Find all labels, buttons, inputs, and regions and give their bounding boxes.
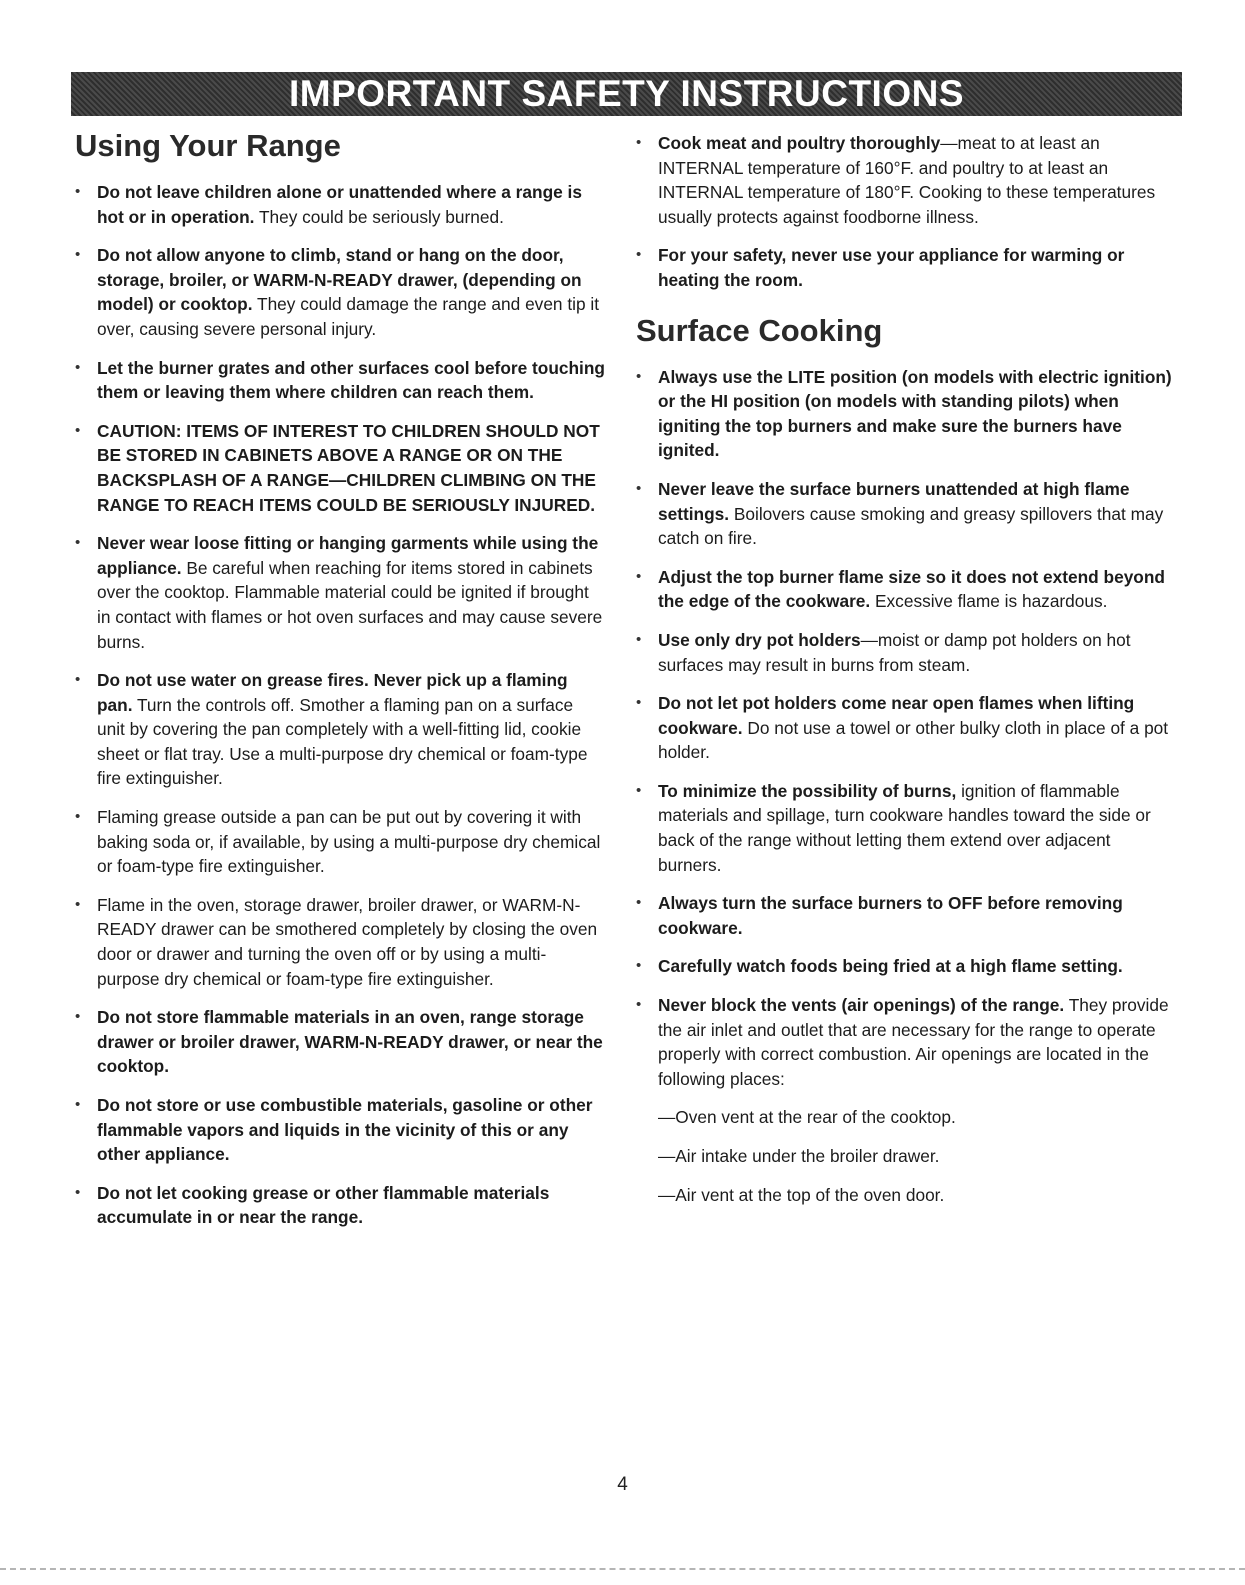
bullet-icon: • [75, 534, 81, 552]
bullet-icon: • [636, 781, 642, 799]
page-number: 4 [617, 1474, 628, 1495]
list-item: • Do not allow anyone to climb, stand or hang on the door, storage, broiler, or WARM-N-READY drawer, (depending on model) or cooktop. They could damage the range and even tip it over, causing severe personal injury. [75, 245, 600, 339]
bullet-icon: • [636, 996, 642, 1014]
page-title: IMPORTANT SAFETY INSTRUCTIONS [288, 73, 965, 114]
bullet-icon: • [75, 358, 81, 376]
list-item: • Do not let pot holders come near open flames when lifting cookware. Do not use a towel or other bulky cloth in place of a pot holder. [636, 693, 1169, 763]
list-item: • Do not store or use combustible materials, gasoline or other flammable vapors and liquids in the vicinity of this or any other appliance. [75, 1095, 593, 1165]
bullet-icon: • [636, 246, 642, 264]
list-item: • CAUTION: ITEMS OF INTEREST TO CHILDREN SHOULD NOT BE STORED IN CABINETS ABOVE A RANGE OR ON THE BACKSPLASH OF A RANGE—CHILDREN CLIMBING ON THE RANGE TO REACH ITEMS COULD BE SERIOUSLY INJURED. [75, 420, 600, 515]
list-item: • Never leave the surface burners unattended at high flame settings. Boilovers cause smoking and greasy spillovers that may catch on fire. [636, 478, 1164, 549]
list-item: • Never wear loose fitting or hanging garments while using the appliance. Be careful when reaching for items stored in cabinets over the cooktop. Flammable material could be ignited if brought in contact with flames or hot oven surfaces and may cause severe burns. [75, 533, 603, 652]
list-item: • Use only dry pot holders—moist or damp pot holders on hot surfaces may result in burns from steam. [636, 629, 1131, 675]
list-item: • Do not store flammable materials in an oven, range storage drawer or broiler drawer, WARM-N-READY drawer, or near the cooktop. [75, 1007, 603, 1077]
list-item: • Cook meat and poultry thoroughly—meat to at least an INTERNAL temperature of 160°F. and poultry to at least an INTERNAL temperature of 180°F. Cooking to these temperatures usually protects against foodborne illness. [636, 133, 1156, 227]
vent-place-item: —Air intake under the broiler drawer. [658, 1146, 940, 1166]
bullet-icon: • [75, 1183, 81, 1201]
list-item: • To minimize the possibility of burns, ignition of flammable materials and spillage, turn cookware handles toward the side or back of the range without letting them extend over adjacent burners. [636, 780, 1151, 875]
left-instruction-list [75, 180, 605, 1230]
bullet-icon: • [636, 479, 642, 497]
left-column [75, 126, 605, 1244]
section-heading-surface-cooking: Surface Cooking [636, 312, 883, 348]
bottom-divider [0, 1568, 1245, 1570]
list-item: • Always use the LITE position (on models with electric ignition) or the HI position (on models with standing pilots) when igniting the top burners and make sure the burners have ignited. [636, 366, 1172, 461]
list-item: • Do not leave children alone or unattended where a range is hot or in operation. They could be seriously burned. [75, 182, 582, 227]
list-item: • Adjust the top burner flame size so it does not extend beyond the edge of the cookware. Excessive flame is hazardous. [636, 566, 1165, 612]
vent-place-item: —Air vent at the top of the oven door. [658, 1184, 945, 1205]
bullet-icon: • [636, 567, 642, 585]
bullet-icon: • [75, 246, 81, 264]
bullet-icon: • [636, 134, 642, 151]
right-column [636, 131, 1176, 1221]
bullet-icon: • [75, 183, 81, 200]
bullet-icon: • [636, 630, 642, 648]
list-item: • Flame in the oven, storage drawer, broiler drawer, or WARM-N-READY drawer can be smothered completely by closing the oven door or drawer and turning the oven off or by using a multi-purpose dry chemical or foam-type fire extinguisher. [75, 894, 598, 989]
list-item: • Do not use water on grease fires. Never pick up a flaming pan. Turn the controls off. Smother a flaming pan on a surface unit by covering the pan completely with a well-fitting lid, cookie sheet or flat tray. Use a multi-purpose dry chemical or foam-type fire extinguisher. [75, 670, 588, 789]
bullet-icon: • [75, 1008, 81, 1026]
bullet-icon: • [636, 694, 642, 712]
bullet-icon: • [75, 1096, 81, 1113]
surface-cooking-list [636, 365, 1176, 1092]
bullet-icon: • [75, 895, 81, 913]
air-openings-list [636, 1105, 1176, 1207]
list-item: • Flaming grease outside a pan can be put out by covering it with baking soda or, if available, by using a multi-purpose dry chemical or foam-type fire extinguisher. [75, 807, 601, 877]
bullet-icon: • [75, 671, 81, 689]
bullet-icon: • [636, 367, 642, 385]
bullet-icon: • [636, 957, 642, 975]
bullet-icon: • [75, 421, 81, 439]
vent-place-item: —Oven vent at the rear of the cooktop. [658, 1107, 956, 1128]
bullet-icon: • [636, 894, 642, 912]
title-banner [71, 72, 1182, 116]
section-heading-using-your-range: Using Your Range [75, 128, 341, 163]
list-item: • Never block the vents (air openings) of the range. They provide the air inlet and outlet that are necessary for the range to operate properly with correct combustion. Air openings are located in the following places: [636, 995, 1169, 1089]
list-item: • Let the burner grates and other surfaces cool before touching them or leaving them where children can reach them. [75, 357, 605, 403]
list-item: • Carefully watch foods being fried at a high flame setting. [636, 954, 1176, 979]
list-item: • For your safety, never use your appliance for warming or heating the room. [636, 245, 1125, 290]
list-item: • Always turn the surface burners to OFF before removing cookware. [636, 893, 1123, 938]
right-top-instruction-list [636, 131, 1176, 293]
bullet-icon: • [75, 808, 81, 826]
list-item: • Do not let cooking grease or other flammable materials accumulate in or near the range. [75, 1182, 550, 1228]
